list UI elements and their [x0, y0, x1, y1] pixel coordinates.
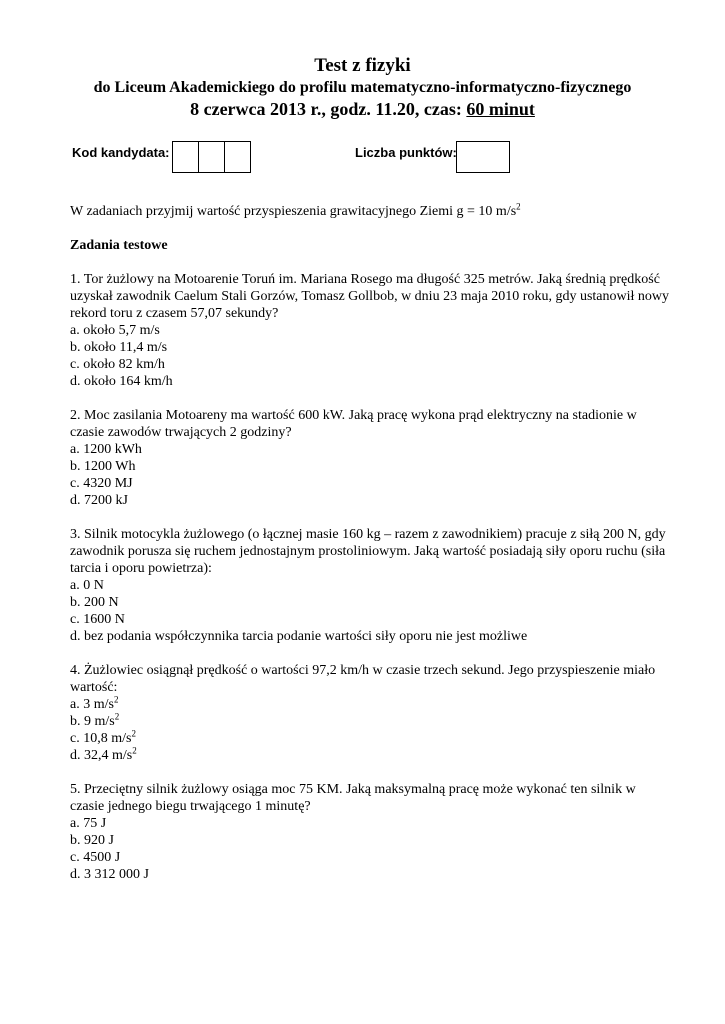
question-text: 1. Tor żużlowy na Motoarenie Toruń im. Mariana Rosego ma długość 325 metrów. Jaką średnią prędkość uzyskał zawodnik Caelum Stali Gorzów, Tomasz Gollbob, w dniu 23 maja 2010 roku, gdy ustanowił nowy rekord toru z czasem 57,07 sekundy?: [70, 272, 669, 321]
answer-option[interactable]: b. 200 N: [70, 595, 119, 610]
answer-option[interactable]: b. 920 J: [70, 833, 114, 848]
candidate-code-boxes[interactable]: [172, 141, 251, 173]
answer-option[interactable]: a. 0 N: [70, 578, 104, 593]
test-subtitle: do Liceum Akademickiego do profilu matematyczno-informatyczno-fizycznego: [93, 79, 632, 96]
answer-option[interactable]: b. 1200 Wh: [70, 459, 136, 474]
test-date: 8 czerwca 2013 r., godz. 11.20, czas:: [190, 99, 467, 119]
answer-option[interactable]: c. 4500 J: [70, 850, 121, 865]
document-header: [0, 54, 725, 121]
test-date-line: [0, 98, 725, 121]
answer-option[interactable]: d. około 164 km/h: [70, 374, 173, 389]
candidate-code-label: Kod kandydata:: [72, 145, 170, 160]
answer-option[interactable]: c. około 82 km/h: [70, 357, 165, 372]
answer-option[interactable]: c. 4320 MJ: [70, 476, 133, 491]
answer-option[interactable]: d. 7200 kJ: [70, 493, 128, 508]
questions-list: [70, 271, 670, 883]
test-duration: 60 minut: [466, 99, 535, 119]
points-label: Liczba punktów:: [355, 145, 457, 160]
test-body: [70, 203, 670, 900]
answer-option[interactable]: a. około 5,7 m/s: [70, 323, 160, 338]
answer-option[interactable]: a. 3 $m/s^2$: [70, 694, 119, 712]
candidate-code-box[interactable]: [225, 142, 250, 172]
question-text: 5. Przeciętny silnik żużlowy osiąga moc 75 KM. Jaką maksymalną pracę może wykonać ten silnik w czasie jednego biegu trwającego 1 minutę?: [70, 782, 636, 814]
points-box[interactable]: [456, 141, 510, 173]
answer-option[interactable]: a. 75 J: [70, 816, 107, 831]
section-title: Zadania testowe: [70, 238, 168, 253]
answer-option[interactable]: b. około 11,4 m/s: [70, 340, 168, 355]
question-1: [70, 271, 670, 390]
question-5: [70, 781, 670, 883]
answer-option[interactable]: a. 1200 kWh: [70, 442, 142, 457]
candidate-code-box[interactable]: [173, 142, 199, 172]
answer-option[interactable]: b. 9 $m/s^2$: [70, 711, 120, 729]
question-text: 2. Moc zasilania Motoareny ma wartość 600 kW. Jaką pracę wykona prąd elektryczny na stadionie w czasie zawodów trwających 2 godziny?: [70, 408, 637, 440]
test-title: Test z fizyki: [314, 55, 411, 76]
intro-text: W zadaniach przyjmij wartość przyspieszenia grawitacyjnego Ziemi g = 10 $m/s^2$: [70, 201, 521, 219]
question-3: [70, 526, 670, 645]
question-2: [70, 407, 670, 509]
question-4: [70, 662, 670, 764]
answer-option[interactable]: d. 3 312 000 J: [70, 867, 149, 882]
answer-option[interactable]: d. bez podania współczynnika tarcia podanie wartości siły oporu nie jest możliwe: [70, 629, 528, 644]
candidate-code-box[interactable]: [199, 142, 225, 172]
answer-option[interactable]: c. 10,8 $m/s^2$: [70, 728, 136, 746]
answer-option[interactable]: c. 1600 N: [70, 612, 125, 627]
answer-option[interactable]: d. 32,4 $m/s^2$: [70, 745, 137, 763]
question-text: 4. Żużlowiec osiągnął prędkość o wartości 97,2 km/h w czasie trzech sekund. Jego przyspieszenie miało wartość:: [70, 663, 656, 695]
question-text: 3. Silnik motocykla żużlowego (o łącznej masie 160 kg – razem z zawodnikiem) pracuje z siłą 200 N, gdy zawodnik porusza się ruchem jednostajnym prostoliniowym. Jaką wartość posiadają siły oporu ruchu (siła tarcia i oporu powietrza):: [70, 527, 666, 576]
